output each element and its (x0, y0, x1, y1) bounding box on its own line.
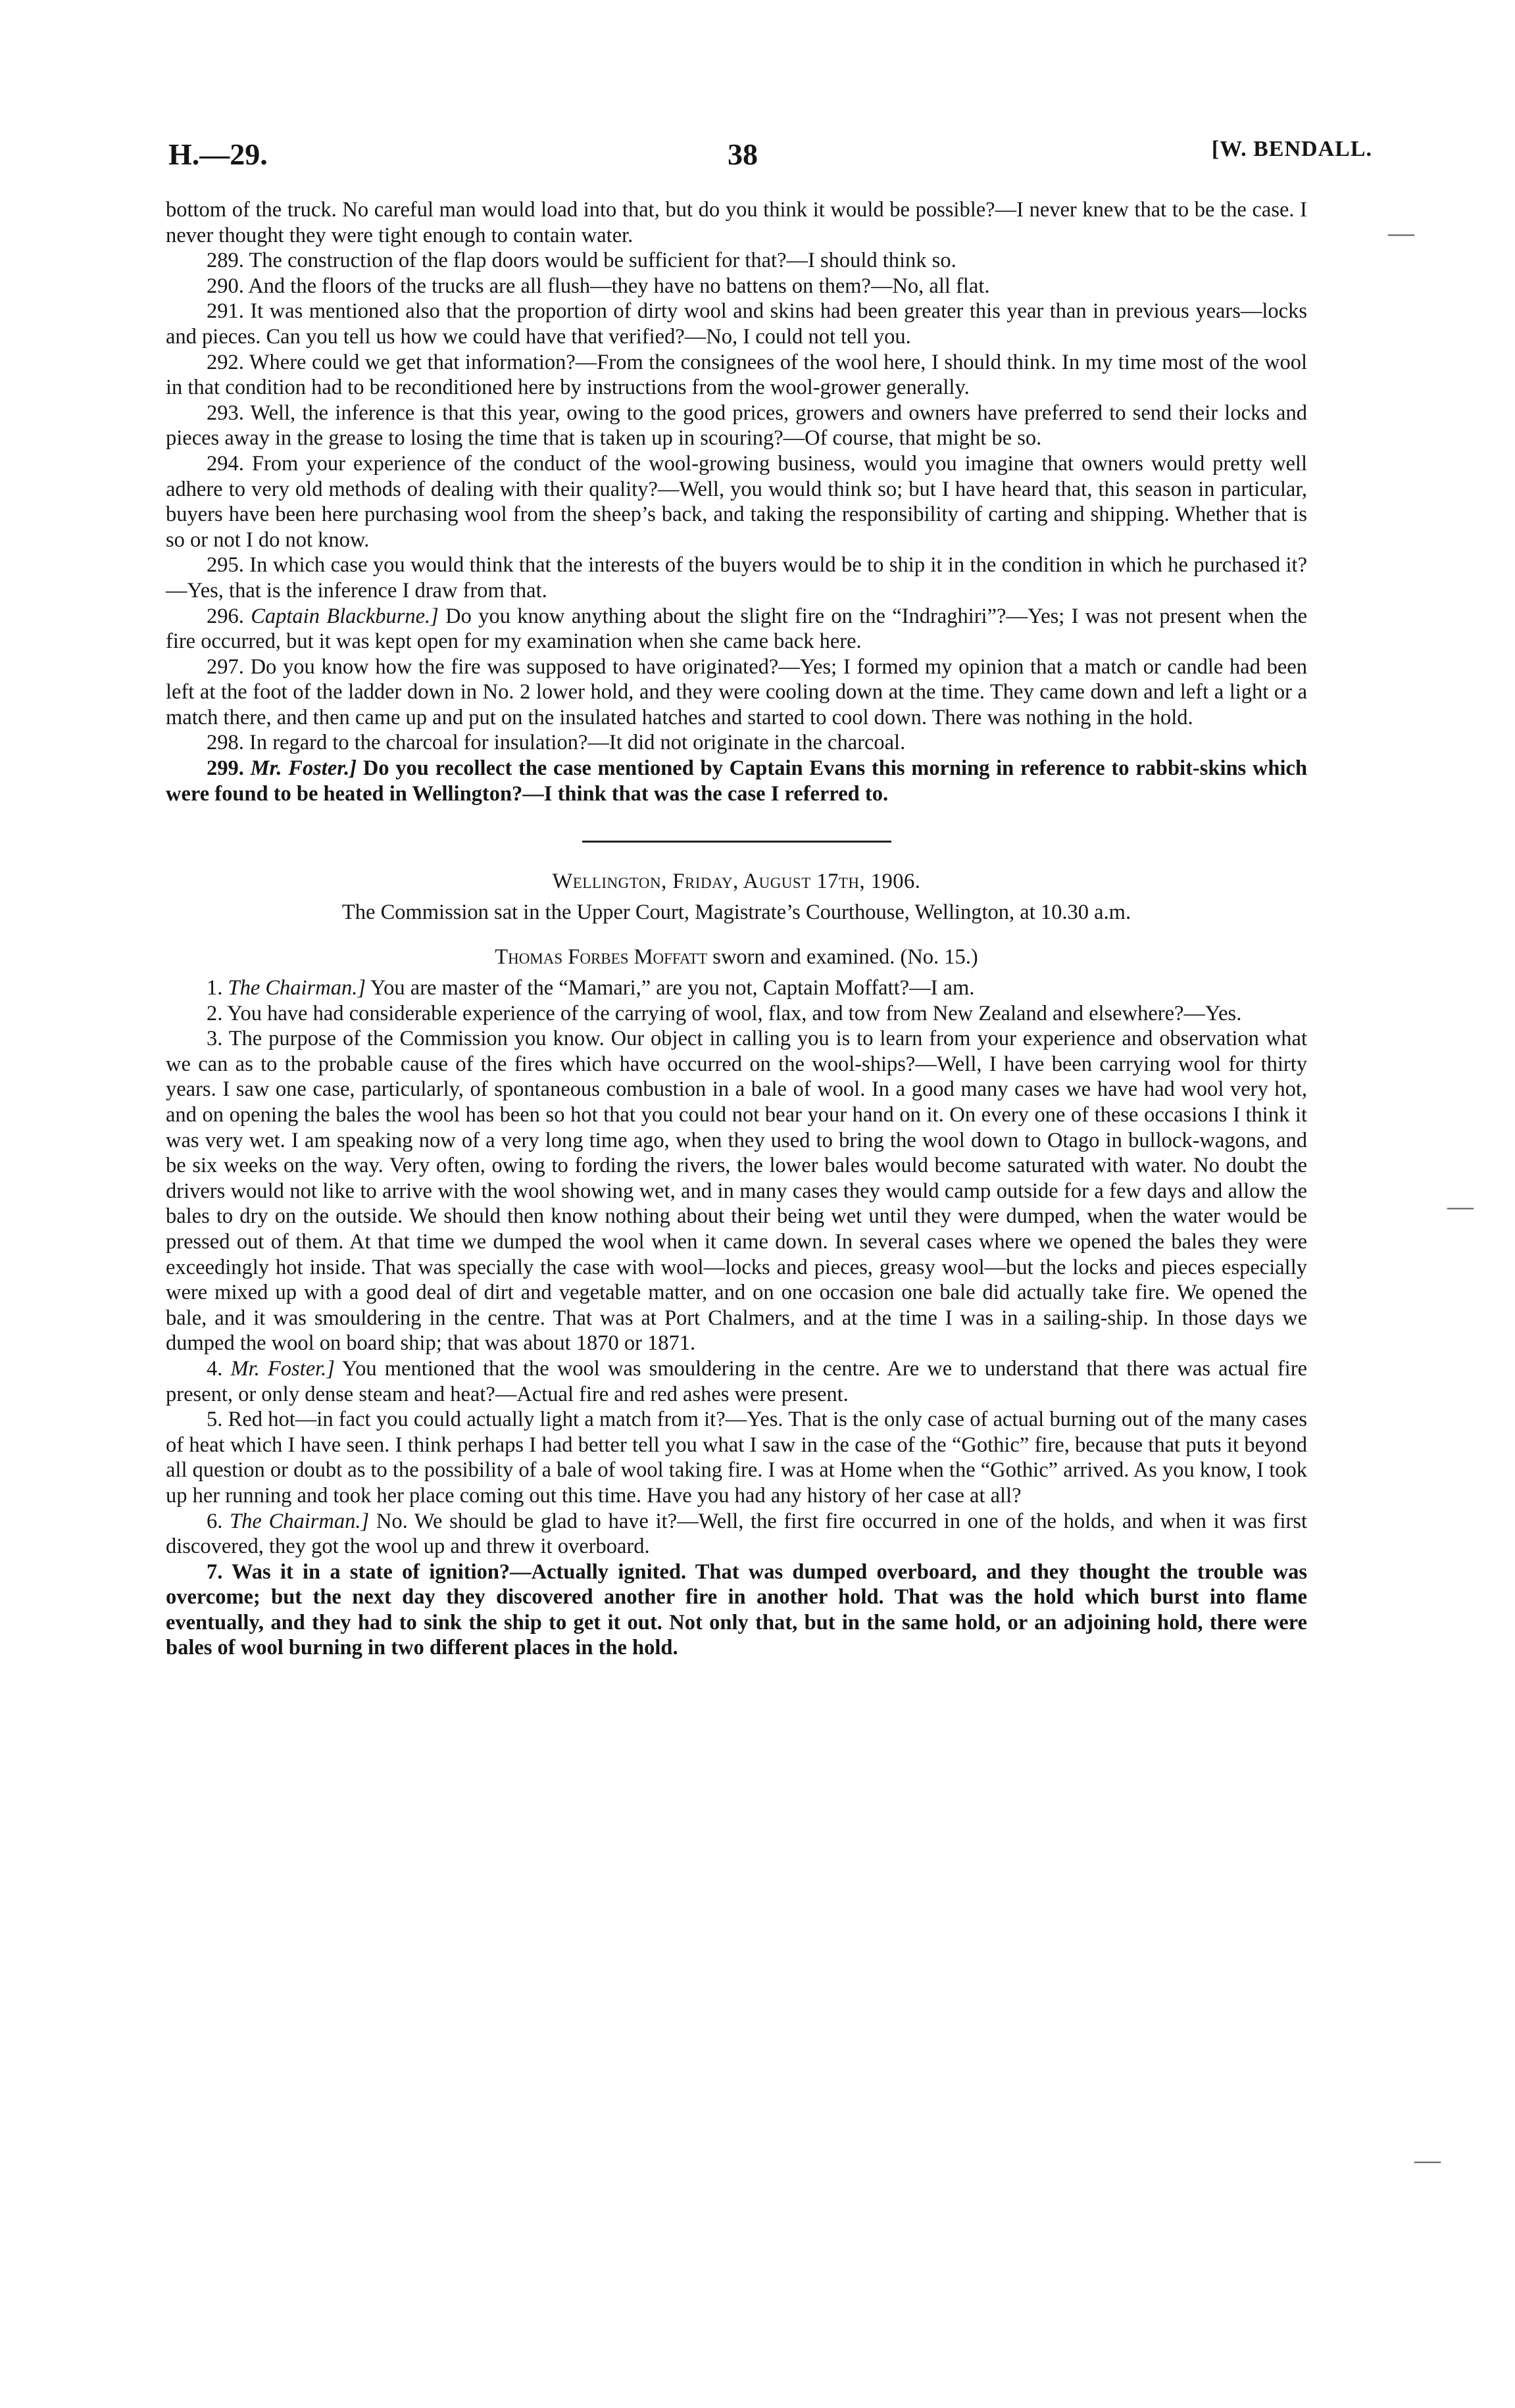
question-text: Do you know anything about the slight fire on the “Indraghiri”?—Yes; I was not present when the fire occurred, but it was kept open for my examination when she came back here. (166, 604, 1308, 654)
question-text: Do you recollect the case mentioned by Captain Evans this morning in reference to rabbit-skins which were found to be heated in Wellington?—I think that was the case I referred to. (166, 756, 1308, 806)
question-number: 299. (207, 756, 244, 781)
question-number: 1. (207, 976, 223, 1000)
question-2: 2. You have had considerable experience of the carrying of wool, flax, and tow from New Zealand and elsewhere?—Yes. (207, 1001, 1242, 1025)
witness-status: sworn and examined. (No. 15.) (712, 945, 978, 970)
question-299 (166, 756, 1307, 806)
witness-ref: [W. BENDALL. (1211, 137, 1372, 161)
question-number: 4. (207, 1356, 223, 1381)
session-description: The Commission sat in the Upper Court, Magistrate’s Courthouse, Wellington, at 10.30 a.m. (341, 900, 1131, 924)
question-6 (166, 1509, 1307, 1560)
witness-heading (166, 945, 1307, 970)
page-number: 38 (728, 137, 758, 171)
question-294: 294. From your experience of the conduct of the wool-growing business, would you imagine that owners would pretty well adhere to very old methods of dealing with their quality?—Well, you would think so; but I have heard that, this season in particular, buyers have been here purchasing wool from the sheep’s back, and taking the responsibility of carting and shipping. Whether that is so or not I do not know. (166, 451, 1307, 552)
question-7: 7. Was it in a state of ignition?—Actually ignited. That was dumped overboard, and they thought the trouble was overcome; but the next day they discovered another fire in another hold. That was the hold which burst into flame eventually, and they had to sink the ship to get it out. Not only that, but in the same hold, or an adjoining hold, there were bales of wool burning in two different places in the hold. (166, 1560, 1307, 1660)
question-number: 296. (207, 604, 244, 628)
question-4 (166, 1356, 1307, 1407)
question-text: No. We should be glad to have it?—Well, the first fire occurred in one of the holds, and when it was first discovered, they got the wool up and threw it overboard. (166, 1509, 1308, 1559)
question-297: 297. Do you know how the fire was supposed to have originated?—Yes; I formed my opinion that a match or candle had been left at the foot of the ladder down in No. 2 lower hold, and they were cooling down at the time. They came down and left a light or a match there, and then came up and put on the insulated hatches and started to cool down. There was nothing in the hold. (166, 654, 1307, 729)
question-298: 298. In regard to the charcoal for insulation?—It did not originate in the charcoal. (207, 731, 906, 755)
question-295: 295. In which case you would think that the interests of the buyers would be to ship it in the condition in which he purchased it?—Yes, that is the inference I draw from that. (166, 553, 1307, 602)
margin-mark: — (1388, 218, 1414, 247)
question-293: 293. Well, the inference is that this year, owing to the good prices, growers and owners have preferred to send their locks and pieces away in the grease to losing the time that is taken up in scouring?—Of course, that might be so. (166, 401, 1307, 451)
speaker-label: The Chairman.] (228, 976, 366, 1000)
margin-mark: — (1414, 2145, 1441, 2175)
question-289: 289. The construction of the flap doors would be sufficient for that?—I should think so. (207, 249, 956, 273)
speaker-label: The Chairman.] (230, 1509, 370, 1533)
section-divider (582, 841, 891, 843)
page-header (168, 137, 1372, 176)
paragraph-continuation: bottom of the truck. No careful man would load into that, but do you think it would be possible?—I never knew that to be the case. I never thought they were tight enough to contain water. (166, 198, 1307, 247)
question-text: You are master of the “Mamari,” are you not, Captain Moffatt?—I am. (370, 976, 975, 1000)
question-291: 291. It was mentioned also that the proportion of dirty wool and skins had been greater this year than in previous years—locks and pieces. Can you tell us how we could have that verified?—No, I could not tell you. (166, 299, 1307, 349)
speaker-label: Mr. Foster.] (250, 756, 357, 781)
parliamentary-paper-ref: H.—29. (168, 137, 268, 171)
session-heading: Wellington, Friday, August 17th, 1906. (552, 870, 921, 894)
question-296 (166, 604, 1307, 654)
question-5: 5. Red hot—in fact you could actually light a match from it?—Yes. That is the only case of actual burning out of the many cases of heat which I have seen. I think perhaps I had better tell you what I saw in the case of the “Gothic” fire, because that puts it beyond all question or doubt as to the possibility of a bale of wool taking fire. I was at Home when the “Gothic” arrived. As you know, I took up her running and took her place coming out this time. Have you had any history of her case at all? (166, 1408, 1307, 1508)
question-number: 6. (207, 1509, 223, 1533)
question-3: 3. The purpose of the Commission you know. Our object in calling you is to learn from your experience and observation what we can as to the probable cause of the fires which have occurred on the wool-ships?—Well, I have been carrying wool for thirty years. I saw one case, particularly, of spontaneous combustion in a bale of wool. In a good many cases we have had wool very hot, and on opening the bales the wool has been so hot that you could not bear your hand on it. On every one of these occasions I think it was very wet. I am speaking now of a very long time ago, when they used to bring the wool down to Otago in bullock-wagons, and be six weeks on the way. Very often, owing to fording the rivers, the lower bales would become saturated with water. No doubt the drivers would not like to arrive with the wool showing wet, and in many cases they would camp outside for a few days and allow the bales to dry on the outside. We should then know nothing about their being wet until they were dumped, when the water would be pressed out of them. At that time we dumped the wool when it came down. In several cases where we opened the bales they were exceedingly hot inside. That was specially the case with wool—locks and pieces, greasy wool—but the locks and pieces especially were mixed up with a good deal of dirt and vegetable matter, and on one occasion one bale did actually take fire. We opened the bale, and it was smouldering in the centre. That was at Port Chalmers, and at the time I was in a sailing-ship. In those days we dumped the wool on board ship; that was about 1870 or 1871. (166, 1027, 1307, 1356)
margin-mark: — (1447, 1191, 1474, 1221)
question-1 (166, 975, 1307, 1001)
question-292: 292. Where could we get that information?—From the consignees of the wool here, I should think. In my time most of the wool in that condition had to be reconditioned here by instructions from the wool-grower generally. (166, 350, 1307, 400)
question-text: You mentioned that the wool was smouldering in the centre. Are we to understand that there was actual fire present, or only dense steam and heat?—Actual fire and red ashes were present. (166, 1356, 1308, 1406)
speaker-label: Captain Blackburne.] (251, 604, 439, 628)
document-body (166, 197, 1307, 1661)
witness-name: Thomas Forbes Moffatt (495, 945, 708, 970)
speaker-label: Mr. Foster.] (230, 1356, 335, 1381)
question-290: 290. And the floors of the trucks are all flush—they have no battens on them?—No, all flat. (207, 274, 990, 298)
